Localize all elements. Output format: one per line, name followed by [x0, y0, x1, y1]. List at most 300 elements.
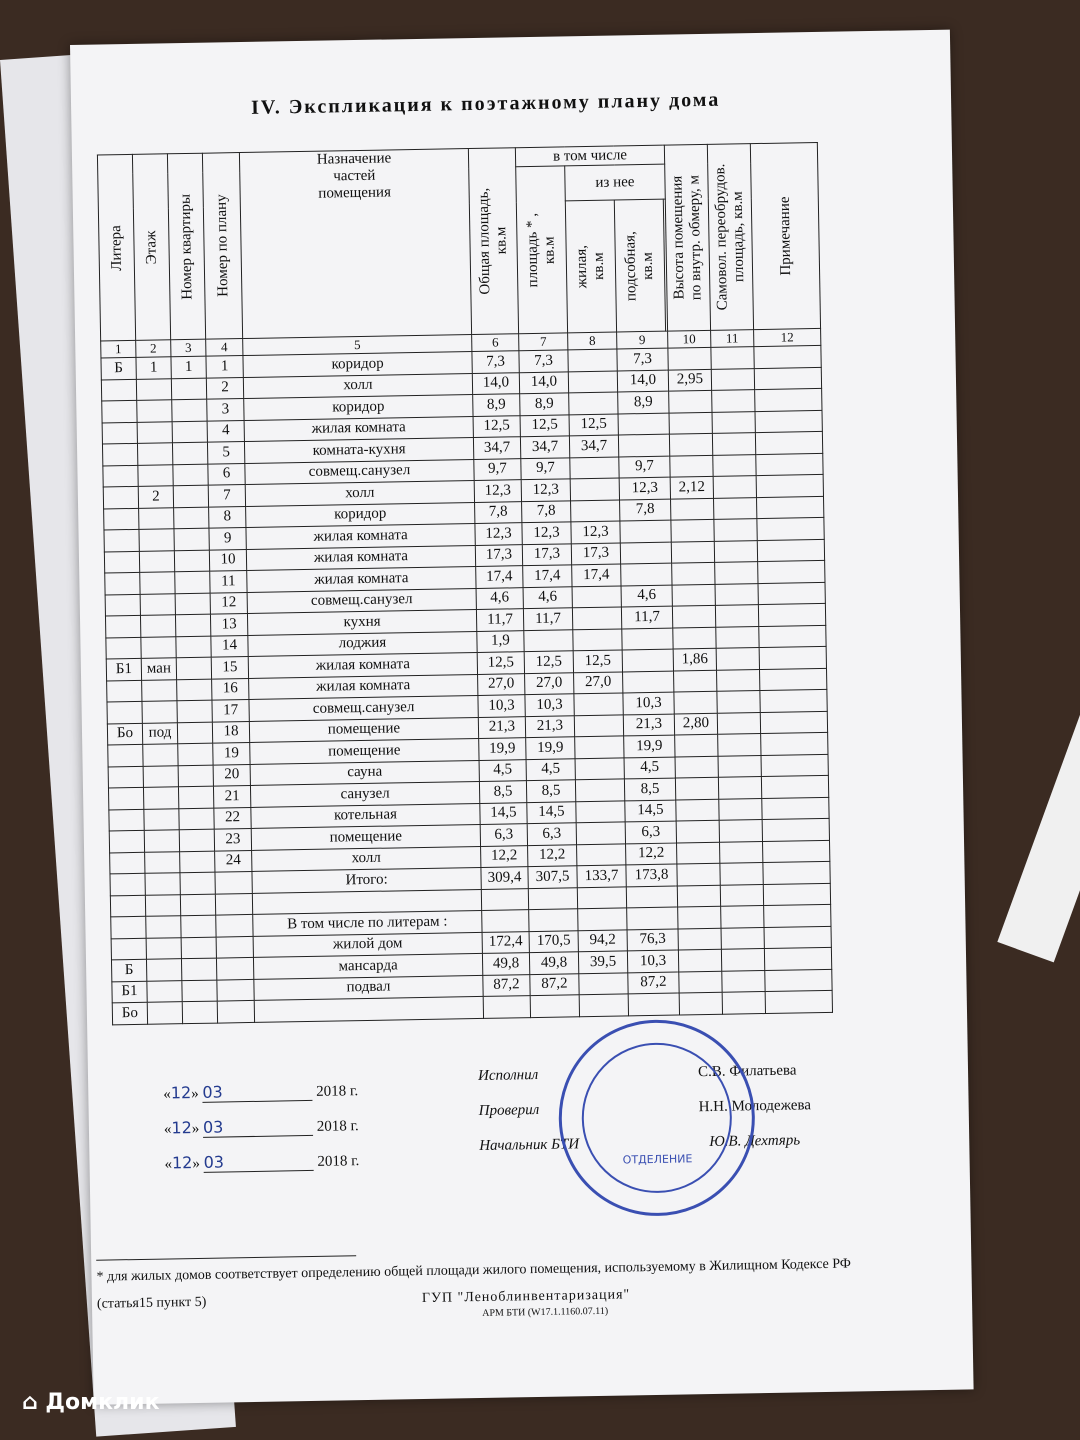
table-cell: 8,5: [479, 781, 526, 803]
table-cell: [669, 433, 712, 455]
table-cell: [716, 648, 759, 670]
table-cell: 7,3: [519, 350, 568, 372]
table-cell: [676, 820, 719, 842]
table-cell: [722, 970, 765, 992]
table-cell: [756, 453, 823, 476]
table-cell: 11,7: [476, 609, 523, 631]
header-vysota: Высота помещения по внутр. обмеру, м: [669, 174, 705, 301]
header-litera: Литера: [107, 224, 125, 271]
table-cell: 19,9: [526, 737, 575, 759]
table-cell: [762, 818, 829, 841]
table-cell: 22: [214, 807, 251, 829]
table-cell: 14,0: [617, 370, 668, 392]
header-plan: Номер по плану: [213, 194, 231, 298]
table-cell: [621, 563, 672, 585]
table-cell: 172,4: [482, 931, 529, 953]
table-cell: [110, 873, 145, 895]
table-cell: 4: [207, 420, 244, 442]
table-cell: [173, 485, 208, 507]
table-cell: 13: [210, 613, 247, 635]
table-cell: 307,5: [528, 866, 577, 888]
table-cell: [146, 959, 181, 981]
table-cell: 14,0: [519, 371, 568, 393]
table-cell: Б: [101, 357, 136, 379]
table-cell: [618, 434, 669, 456]
table-cell: [576, 822, 625, 844]
table-cell: [718, 734, 761, 756]
table-cell: [217, 1000, 254, 1022]
date-line-3: «12» 03 2018 г.: [164, 1152, 360, 1173]
table-cell: 2,12: [670, 476, 713, 498]
table-cell: 76,3: [627, 929, 678, 951]
table-cell: [620, 520, 671, 542]
table-cell: [147, 980, 182, 1002]
col-num: 9: [617, 331, 668, 349]
table-cell: [174, 550, 209, 572]
arm-bti-code: АРМ БТИ (W17.1.1160.07.11): [482, 1305, 609, 1319]
table-cell: Итого:: [252, 867, 481, 892]
table-cell: Б: [111, 959, 146, 981]
table-cell: 1: [206, 356, 243, 378]
table-cell: совмещ.санузел: [245, 459, 474, 484]
table-cell: [568, 349, 617, 371]
table-cell: коридор: [244, 395, 473, 420]
date2-day: 12: [171, 1118, 192, 1138]
table-cell: [103, 465, 138, 487]
table-cell: 4,5: [624, 757, 675, 779]
table-cell: [108, 744, 143, 766]
table-cell: 27,0: [478, 673, 525, 695]
table-cell: [755, 410, 822, 433]
table-cell: [671, 519, 714, 541]
date2-year: 2018 г.: [316, 1118, 359, 1135]
table-cell: [107, 701, 142, 723]
table-cell: [182, 980, 217, 1002]
table-cell: [672, 584, 715, 606]
table-cell: [714, 497, 757, 519]
table-cell: 12,5: [520, 414, 569, 436]
table-cell: [759, 668, 826, 691]
table-cell: 173,8: [626, 864, 677, 886]
table-cell: помещение: [249, 717, 478, 742]
official-stamp: [557, 1018, 756, 1217]
table-cell: [254, 996, 483, 1021]
table-cell: [669, 390, 712, 412]
table-cell: [180, 894, 215, 916]
table-cell: [628, 993, 679, 1015]
organization-name: ГУП "Леноблинвентаризация": [421, 1287, 631, 1307]
table-cell: совмещ.санузел: [247, 588, 476, 613]
table-cell: 9: [209, 528, 246, 550]
table-cell: [177, 722, 212, 744]
col-num: 4: [206, 339, 243, 357]
table-cell: 34,7: [520, 436, 569, 458]
table-cell: [178, 765, 213, 787]
table-cell: [674, 670, 717, 692]
table-cell: [145, 894, 180, 916]
header-naznach: Назначение частей помещения: [239, 149, 471, 339]
table-cell: [759, 625, 826, 648]
table-cell: [571, 499, 620, 521]
table-cell: [712, 433, 755, 455]
table-cell: 12,2: [626, 843, 677, 865]
table-cell: [137, 421, 172, 443]
table-cell: [756, 474, 823, 497]
table-cell: [754, 367, 821, 390]
table-cell: лоджия: [248, 631, 477, 656]
table-cell: [755, 431, 822, 454]
table-cell: [575, 736, 624, 758]
table-cell: [137, 400, 172, 422]
table-cell: [718, 755, 761, 777]
table-cell: [763, 861, 830, 884]
table-cell: 8: [209, 506, 246, 528]
table-cell: 1,9: [477, 630, 524, 652]
table-cell: [721, 927, 764, 949]
table-cell: 4,5: [479, 759, 526, 781]
table-cell: [761, 775, 828, 798]
table-cell: [146, 916, 181, 938]
table-cell: 7,3: [617, 348, 668, 370]
nachalnik-label: Начальник БТИ: [479, 1136, 580, 1155]
table-cell: [764, 926, 831, 949]
table-cell: [481, 888, 528, 910]
date3-month: 03: [203, 1151, 313, 1173]
proveril-label: Проверил: [478, 1101, 540, 1120]
table-cell: 17,3: [571, 542, 620, 564]
table-cell: [672, 562, 715, 584]
col-num: 7: [519, 333, 568, 351]
table-cell: [675, 756, 718, 778]
table-cell: [140, 615, 175, 637]
table-cell: [721, 906, 764, 928]
table-cell: [579, 972, 628, 994]
table-cell: [570, 478, 619, 500]
table-cell: 7,8: [522, 500, 571, 522]
table-cell: 7,3: [472, 351, 519, 373]
table-cell: [761, 732, 828, 755]
table-cell: 14,5: [625, 800, 676, 822]
table-cell: [576, 800, 625, 822]
table-cell: 18: [212, 721, 249, 743]
table-cell: 5: [207, 442, 244, 464]
table-cell: [677, 885, 720, 907]
col-num: 11: [711, 330, 754, 348]
table-cell: 19,9: [624, 735, 675, 757]
document-page: [70, 30, 974, 1405]
col-num: 5: [243, 335, 472, 356]
domclick-watermark: ⌂ Домклик: [22, 1390, 160, 1415]
table-cell: 3: [207, 399, 244, 421]
table-cell: [529, 909, 578, 931]
table-cell: 8,9: [618, 391, 669, 413]
table-cell: [147, 1002, 182, 1024]
header-obshaya: Общая площадь, кв.м: [475, 187, 510, 295]
table-cell: 1: [136, 357, 171, 379]
table-cell: [180, 872, 215, 894]
table-cell: [175, 614, 210, 636]
table-cell: [109, 830, 144, 852]
table-cell: [182, 1001, 217, 1023]
table-cell: 12,3: [474, 480, 521, 502]
table-cell: [673, 627, 716, 649]
table-cell: [172, 421, 207, 443]
table-cell: котельная: [251, 803, 480, 828]
table-cell: 17,4: [523, 565, 572, 587]
header-zhilaya: жилая, кв.м: [573, 244, 608, 289]
table-cell: [675, 734, 718, 756]
table-cell: 12,3: [522, 522, 571, 544]
table-cell: 17,4: [572, 564, 621, 586]
table-cell: [678, 928, 721, 950]
table-cell: [173, 464, 208, 486]
header-primech: Примечание: [776, 196, 794, 276]
col-num: 2: [136, 340, 171, 358]
table-cell: 6,3: [625, 821, 676, 843]
table-cell: 10,3: [627, 950, 678, 972]
table-cell: [622, 628, 673, 650]
table-cell: Бо: [112, 1002, 147, 1024]
table-cell: 12,3: [475, 523, 522, 545]
col-num: 12: [754, 328, 821, 346]
table-cell: 20: [213, 764, 250, 786]
table-cell: [181, 915, 216, 937]
table-cell: [171, 378, 206, 400]
table-cell: [172, 442, 207, 464]
date2-month: 03: [203, 1116, 313, 1138]
table-cell: 12,3: [619, 477, 670, 499]
table-cell: [177, 700, 212, 722]
watermark-text: Домклик: [45, 1390, 160, 1415]
table-cell: 8,5: [624, 778, 675, 800]
date1-year: 2018 г.: [316, 1083, 359, 1100]
table-cell: санузел: [250, 781, 479, 806]
table-cell: [715, 562, 758, 584]
table-cell: [524, 629, 573, 651]
table-cell: 14,5: [527, 801, 576, 823]
table-cell: мансарда: [253, 953, 482, 978]
stamp-text: ОТДЕЛЕНИЕ: [622, 1152, 693, 1167]
table-cell: 170,5: [529, 930, 578, 952]
page-title: IV. Экспликация к поэтажному плану дома: [250, 88, 721, 119]
table-cell: 27,0: [525, 672, 574, 694]
table-cell: жилая комната: [244, 416, 473, 441]
table-cell: [764, 904, 831, 927]
table-cell: [760, 689, 827, 712]
table-cell: [104, 508, 139, 530]
table-cell: [174, 507, 209, 529]
header-ploshad: площадь * , кв.м: [523, 212, 558, 288]
header-kv: Номер квартиры: [177, 193, 195, 300]
table-cell: 23: [214, 828, 251, 850]
table-cell: [758, 560, 825, 583]
date-line-2: «12» 03 2018 г.: [163, 1117, 359, 1138]
table-cell: [136, 378, 171, 400]
table-cell: [179, 808, 214, 830]
table-cell: [627, 907, 678, 929]
table-cell: 19: [213, 742, 250, 764]
table-cell: [176, 657, 211, 679]
table-cell: 17,4: [476, 566, 523, 588]
table-cell: 24: [215, 850, 252, 872]
table-cell: [101, 379, 136, 401]
table-cell: [570, 456, 619, 478]
table-cell: [762, 797, 829, 820]
table-cell: [175, 593, 210, 615]
col-num: 3: [171, 339, 206, 357]
header-row: [97, 142, 817, 174]
table-cell: 34,7: [473, 437, 520, 459]
table-cell: [102, 400, 137, 422]
header-iz-nee: из нее: [565, 164, 666, 201]
table-cell: 7,8: [475, 501, 522, 523]
table-cell: [483, 996, 530, 1018]
table-cell: [528, 887, 577, 909]
table-cell: [145, 873, 180, 895]
table-cell: [679, 992, 722, 1014]
table-cell: 2,95: [668, 369, 711, 391]
table-cell: подвал: [254, 975, 483, 1000]
table-cell: [679, 971, 722, 993]
table-cell: [102, 422, 137, 444]
table-cell: 11: [210, 570, 247, 592]
table-cell: [755, 388, 822, 411]
table-cell: [765, 969, 832, 992]
table-cell: [530, 995, 579, 1017]
table-cell: [754, 345, 821, 368]
table-cell: [677, 842, 720, 864]
table-cell: [140, 593, 175, 615]
table-cell: 12: [210, 592, 247, 614]
table-cell: [105, 572, 140, 594]
table-cell: [577, 886, 626, 908]
table-cell: [757, 539, 824, 562]
table-cell: холл: [252, 846, 481, 871]
table-cell: 27,0: [574, 671, 623, 693]
table-cell: [717, 712, 760, 734]
table-cell: 10,3: [623, 692, 674, 714]
table-cell: Бо: [107, 723, 142, 745]
table-cell: [761, 754, 828, 777]
table-cell: 10: [209, 549, 246, 571]
table-cell: помещение: [251, 824, 480, 849]
table-cell: [572, 607, 621, 629]
table-cell: [674, 691, 717, 713]
table-cell: [108, 766, 143, 788]
date1-day: 12: [170, 1083, 192, 1103]
table-cell: [139, 507, 174, 529]
table-cell: [720, 884, 763, 906]
table-cell: 2,80: [674, 713, 717, 735]
table-cell: 21,3: [525, 715, 574, 737]
date3-year: 2018 г.: [317, 1153, 360, 1170]
table-cell: [144, 808, 179, 830]
table-cell: [569, 392, 618, 414]
nachalnik-name: Ю.В. Дехтярь: [709, 1132, 801, 1151]
table-cell: 4,6: [476, 587, 523, 609]
table-cell: [721, 949, 764, 971]
table-cell: [712, 411, 755, 433]
table-body: [101, 328, 833, 1024]
table-cell: 8,9: [473, 394, 520, 416]
table-cell: 49,8: [529, 952, 578, 974]
table-cell: 17: [212, 699, 249, 721]
table-cell: [141, 636, 176, 658]
table-cell: комната-кухня: [244, 438, 473, 463]
table-cell: холл: [245, 481, 474, 506]
table-cell: 7: [208, 485, 245, 507]
table-cell: [144, 830, 179, 852]
table-cell: [711, 368, 754, 390]
table-cell: [108, 787, 143, 809]
table-cell: жилая комната: [249, 674, 478, 699]
explication-table: [97, 142, 833, 1025]
table-cell: [216, 936, 253, 958]
table-cell: [139, 529, 174, 551]
table-cell: 1,86: [673, 648, 716, 670]
table-cell: [678, 949, 721, 971]
table-cell: [142, 679, 177, 701]
table-cell: 14: [211, 635, 248, 657]
table-cell: жилая комната: [247, 566, 476, 591]
table-cell: [675, 777, 718, 799]
table-cell: [216, 957, 253, 979]
table-cell: [142, 701, 177, 723]
table-cell: [760, 711, 827, 734]
table-cell: [715, 605, 758, 627]
table-cell: 94,2: [578, 929, 627, 951]
table-cell: [137, 443, 172, 465]
table-cell: [217, 979, 254, 1001]
table-cell: [574, 693, 623, 715]
table-cell: 12,5: [477, 652, 524, 674]
table-cell: 19,9: [479, 738, 526, 760]
table-cell: [712, 390, 755, 412]
table-cell: [174, 528, 209, 550]
table-cell: [671, 541, 714, 563]
table-cell: [172, 399, 207, 421]
table-cell: 11,7: [523, 608, 572, 630]
table-cell: 12,3: [571, 521, 620, 543]
table-cell: 10,3: [525, 694, 574, 716]
table-cell: [110, 852, 145, 874]
table-cell: 2: [138, 486, 173, 508]
table-cell: [140, 572, 175, 594]
table-cell: 17,3: [522, 543, 571, 565]
table-cell: [215, 893, 252, 915]
table-cell: [178, 786, 213, 808]
table-cell: 9,7: [521, 457, 570, 479]
table-cell: 87,2: [530, 973, 579, 995]
table-cell: 133,7: [577, 865, 626, 887]
date1-month: 03: [202, 1081, 312, 1103]
table-cell: [577, 843, 626, 865]
col-num: 6: [472, 334, 519, 352]
table-cell: В том числе по литерам :: [253, 910, 482, 935]
background-paper-right: [997, 698, 1080, 963]
table-cell: 12,3: [521, 479, 570, 501]
table-cell: [764, 947, 831, 970]
table-cell: 12,2: [528, 844, 577, 866]
table-cell: [575, 779, 624, 801]
table-cell: 16: [212, 678, 249, 700]
table-cell: [143, 765, 178, 787]
table-cell: Б1: [106, 658, 141, 680]
table-cell: [179, 829, 214, 851]
header-etazh: Этаж: [142, 230, 160, 265]
table-cell: 8,9: [520, 393, 569, 415]
table-cell: [175, 571, 210, 593]
